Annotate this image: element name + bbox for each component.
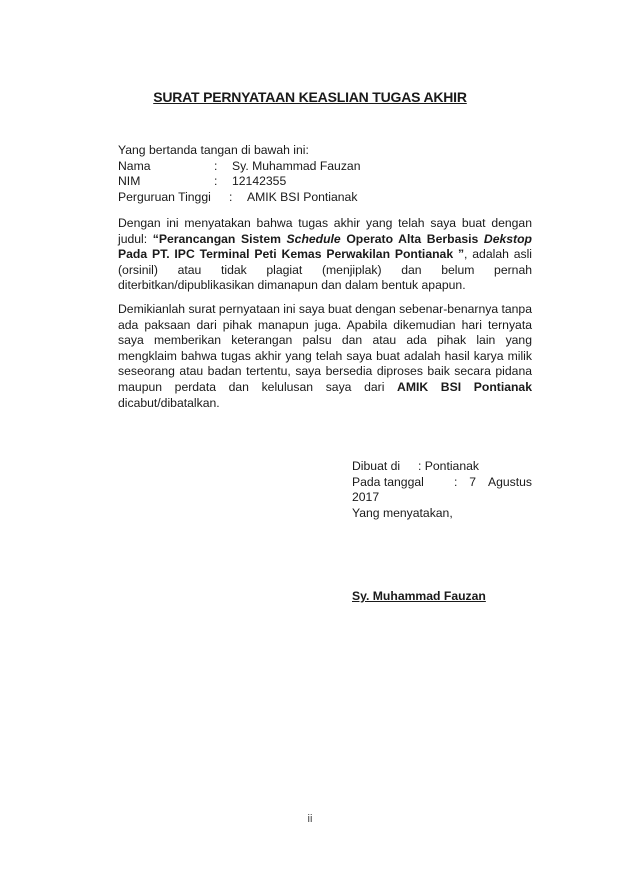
field-row-name [118,159,532,175]
field-row-nim [118,174,532,190]
thesis-title-part: “Perancangan Sistem [152,231,287,246]
date-row [352,475,532,491]
date-month: Agustus [487,474,532,489]
field-row-university [118,190,532,206]
page-number: ii [307,813,313,825]
document-title: SURAT PERNYATAAN KEASLIAN TUGAS AKHIR [153,89,467,105]
intro-text: Yang bertanda tangan di bawah ini: [118,143,309,157]
paragraph-tail: dicabut/dibatalkan. [118,395,220,410]
declaration-paragraph [118,302,532,411]
signer-name: Sy. Muhammad Fauzan [352,589,486,603]
thesis-title-italic: Schedule [286,231,341,246]
date-colon: : [454,474,458,489]
field-label: Perguruan Tinggi [118,189,211,204]
field-colon: : [229,189,233,204]
thesis-title-part: Operato Alta Berbasis [340,231,484,246]
thesis-title-italic: Dekstop [483,231,532,246]
field-value: Sy. Muhammad Fauzan [232,158,361,173]
made-at-row [352,459,532,475]
date-value [454,475,532,491]
paragraph-tail: , adalah asli (orsinil) atau tidak plagiat (menjiplak) dan belum pernah diterbitkan/dipublikasikan dimanapun dan dalam bentuk apapun. [118,247,533,293]
field-value: 12142355 [232,174,287,189]
field-label: NIM [118,174,141,189]
field-value: AMIK BSI Pontianak [247,189,358,204]
date-year: 2017 [352,490,380,505]
thesis-title-part: Pada PT. IPC Terminal Peti Kemas Perwakilan Pontianak ” [118,247,465,262]
closing-text: Yang menyatakan, [352,505,453,520]
institution-name: AMIK BSI Pontianak [397,379,532,394]
paragraph-text: Demikianlah surat pernyataan ini saya buat dengan sebenar-benarnya tanpa ada paksaan dari pihak manapun juga. Apabila dikemudian hari ternyata saya memberikan keterangan palsu dan atau ada pihak lain yang mengklaim bahwa tugas akhir yang telah saya buat adalah hasil karya milik seseorang atau badan tertentu, saya bersedia diproses baik secara pidana maupun perdata dan kelulusan saya dari [118,302,532,394]
field-label: Nama [118,158,151,173]
made-at-value: : Pontianak [418,459,479,473]
signature-block [352,459,532,521]
field-colon: : [214,174,218,189]
field-colon: : [214,158,218,173]
paragraph-lead: Dengan ini menyatakan bahwa tugas akhir yang telah saya buat dengan judul: [118,216,532,246]
made-at-label: Dibuat di [352,459,401,473]
date-day: 7 [469,474,477,489]
identity-section [118,143,532,205]
statement-paragraph [118,216,532,294]
date-label: Pada tanggal [352,474,424,489]
